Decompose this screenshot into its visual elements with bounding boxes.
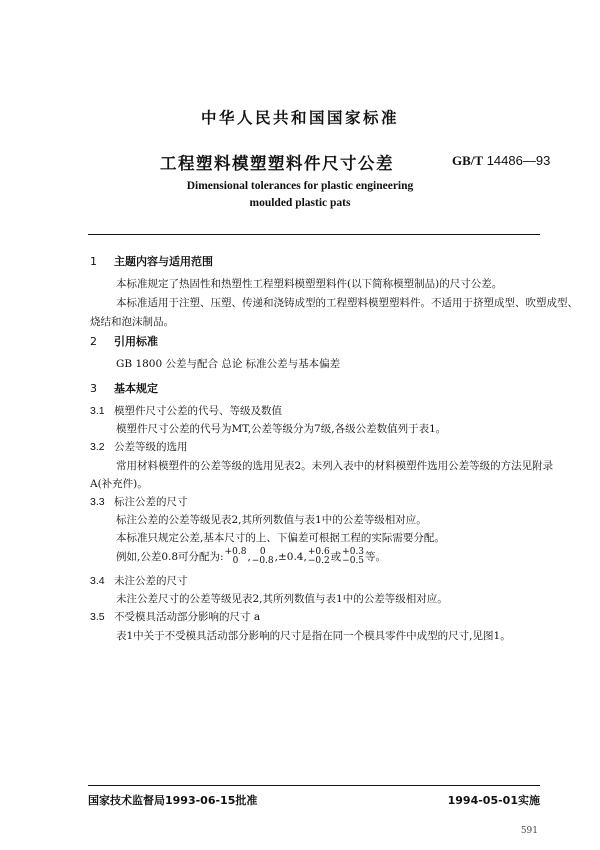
approval-date: 国家技术监督局1993-06-15批准: [88, 794, 258, 807]
standard-number: [452, 153, 550, 169]
standard-number-value: 14486—93: [486, 153, 551, 168]
section-3-2-heading: 3.2 公差等级的选用: [90, 441, 188, 453]
section-3-2-paragraph: 常用材料模塑件的公差等级的选用见表2。未列入表中的材料模塑件选用公差等级的方法见附录: [116, 460, 554, 472]
section-3-5-heading: 3.5 不受模具活动部分影响的尺寸 a: [90, 611, 261, 623]
tolerance-fraction: +0.6 −0.2: [307, 547, 330, 566]
effective-date: 1994-05-01实施: [447, 794, 540, 807]
section-3-4-paragraph: 未注公差尺寸的公差等级见表2,其所列数值与表1中的公差等级相对应。: [116, 593, 448, 605]
tolerance-fraction: 0 −0.8: [251, 547, 274, 566]
footer-divider: [88, 785, 540, 786]
standard-title-en-line1: Dimensional tolerances for plastic engineering: [186, 180, 414, 192]
page-number: 591: [520, 826, 538, 836]
section-1-paragraph-2: 本标准适用于注塑、压塑、传递和浇铸成型的工程塑料模塑塑料件。不适用于挤塑成型、吹塑成型、: [116, 297, 578, 309]
header-divider: [88, 234, 540, 235]
section-3-2-paragraph-cont: A(补充件)。: [90, 478, 148, 490]
section-3-3-heading: 3.3 标注公差的尺寸: [90, 496, 188, 508]
section-3-1-paragraph: 模塑件尺寸公差的代号为MT,公差等级分为7级,各级公差数值列于表1。: [116, 423, 447, 435]
standard-prefix: GB/T: [452, 153, 484, 168]
tolerance-fraction: +0.3 −0.5: [342, 547, 365, 566]
issuing-authority: 中华人民共和国国家标准: [200, 109, 399, 127]
tolerance-fraction: +0.8 0: [224, 547, 247, 566]
section-3-5-paragraph: 表1中关于不受模具活动部分影响的尺寸是指在同一个模具零件中成型的尺寸,见图1。: [116, 630, 511, 642]
section-3-3-example: 例如,公差0.8可分配为: +0.8 0 , 0 −0.8 ,±0.4, +0.6 −0.2 或 +0.3 −0.5 等。: [116, 547, 387, 566]
section-2-reference: GB 1800 公差与配合 总论 标准公差与基本偏差: [116, 358, 341, 370]
section-3-1-heading: 3.1 模塑件尺寸公差的代号、等级及数值: [90, 405, 282, 417]
section-1-paragraph-1: 本标准规定了热固性和热塑性工程塑料模塑塑料件(以下简称模塑制品)的尺寸公差。: [116, 278, 503, 290]
standard-title-cn: 工程塑料模塑塑料件尺寸公差: [160, 154, 394, 173]
standard-title-en-line2: moulded plastic pats: [249, 197, 351, 209]
section-1-paragraph-2-cont: 烧结和泡沫制品。: [90, 316, 174, 328]
section-3-4-heading: 3.4 未注公差的尺寸: [90, 575, 188, 587]
section-3-3-paragraph-1: 标注公差的公差等级见表2,其所列数值与表1中的公差等级相对应。: [116, 514, 427, 526]
section-1-heading: 1 主题内容与适用范围: [90, 255, 213, 268]
section-3-3-paragraph-2: 本标准只规定公差,基本尺寸的上、下偏差可根据工程的实际需要分配。: [116, 532, 445, 544]
section-3-heading: 3 基本规定: [90, 382, 158, 395]
section-2-heading: 2 引用标准: [90, 335, 158, 348]
